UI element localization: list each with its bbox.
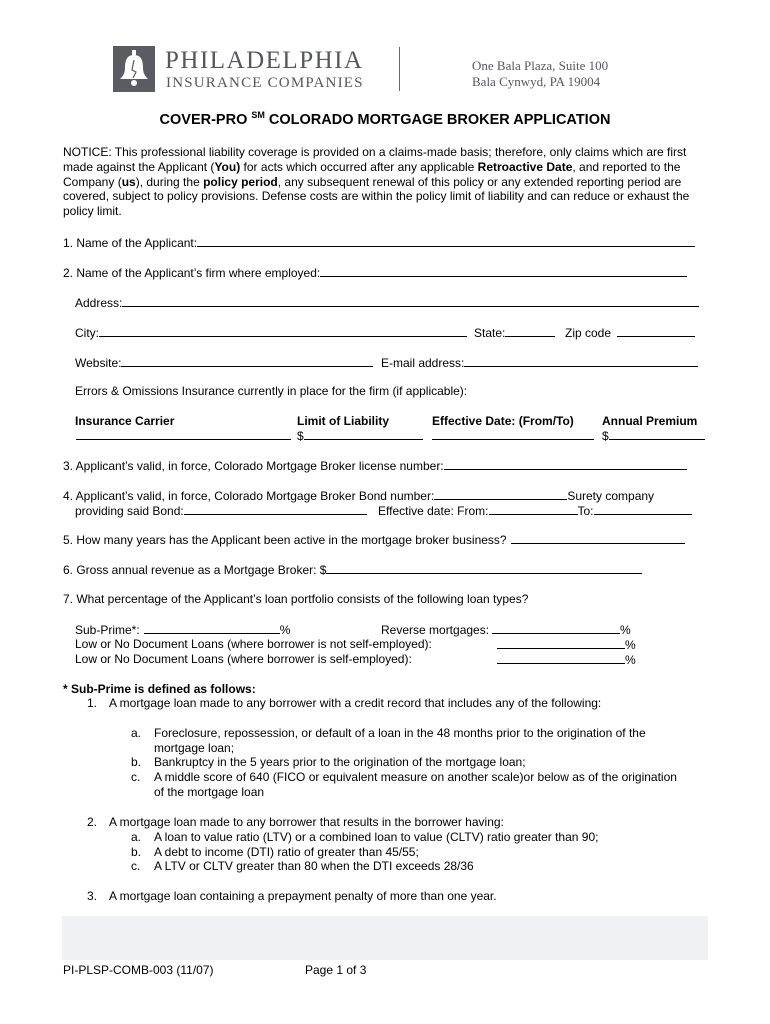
col-effective-date: Effective Date: (From/To) [432, 414, 574, 428]
reverse-label: Reverse mortgages: [381, 623, 490, 637]
def-2c-letter: c. [131, 859, 141, 873]
surety-company-field[interactable] [184, 503, 367, 515]
applicant-name-label: 1. Name of the Applicant: [63, 236, 198, 250]
def-3-number: 3. [87, 889, 98, 903]
lowdoc-not-self-field[interactable] [497, 637, 625, 649]
premium-input-wrap [602, 428, 705, 443]
firm-name-label: 2. Name of the Applicant’s firm where employed: [63, 266, 321, 280]
def-2-number: 2. [87, 815, 98, 829]
def-2-text: A mortgage loan made to any borrower that results in the borrower having: [109, 815, 504, 829]
state-label-wrap [474, 325, 555, 340]
def-1a-text-cont: mortgage loan; [154, 741, 235, 755]
def-1a-text: Foreclosure, repossession, or default of a loan in the 48 months prior to the origination of the [154, 726, 646, 740]
email-field[interactable] [464, 355, 698, 367]
reverse-pct-field[interactable] [492, 622, 620, 634]
subprime-pct: % [279, 623, 291, 637]
email-label-wrap [381, 355, 698, 370]
license-label: 3. Applicant’s valid, in force, Colorado Mortgage Broker license number: [63, 459, 444, 473]
header-divider [399, 47, 400, 91]
portfolio-question: 7. What percentage of the Applicant’s loan portfolio consists of the following loan types? [63, 592, 529, 606]
brand-name: PHILADELPHIA [165, 47, 364, 74]
carrier-input-wrap [76, 428, 291, 443]
def-2b-letter: b. [131, 845, 142, 859]
def-1-text: A mortgage loan made to any borrower with a credit record that includes any of the following: [109, 696, 602, 710]
limit-input-wrap [297, 428, 423, 443]
limit-field[interactable] [304, 428, 423, 440]
liberty-bell-icon [113, 46, 155, 92]
def-1c-text-cont: of the mortgage loan [154, 785, 265, 799]
address-line-2: Bala Cynwyd, PA 19004 [472, 74, 601, 89]
service-mark: SM [251, 110, 265, 120]
def-1b-text: Bankruptcy in the 5 years prior to the origination of the mortgage loan; [154, 755, 526, 769]
email-label: E-mail address: [381, 356, 465, 370]
bond-to-field[interactable] [594, 503, 692, 515]
premium-field[interactable] [609, 428, 705, 440]
address-line-1: One Bala Plaza, Suite 100 [472, 58, 609, 73]
state-label: State: [474, 326, 506, 340]
zip-field[interactable] [617, 325, 695, 337]
zip-label: Zip code [565, 326, 612, 340]
lowdoc-self-field[interactable] [497, 652, 625, 664]
form-code: PI-PLSP-COMB-003 (11/07) [63, 963, 214, 977]
page-title: COVER-PRO ℠ COLORADO MORTGAGE BROKER APPLICATION [159, 110, 611, 128]
limit-dollar: $ [297, 429, 304, 443]
def-1a-letter: a. [131, 726, 142, 740]
bond-from-field[interactable] [489, 503, 578, 515]
website-label-wrap [75, 355, 373, 370]
brand-subtitle: INSURANCE COMPANIES [166, 75, 364, 91]
footer-band [62, 916, 708, 960]
def-1c-letter: c. [131, 770, 141, 784]
bond-effective-row [378, 503, 692, 518]
def-2a-text: A loan to value ratio (LTV) or a combined loan to value (CLTV) ratio greater than 90; [154, 830, 599, 844]
subprime-pct-field[interactable] [144, 622, 280, 634]
address-row [75, 295, 699, 310]
surety-provider-label: providing said Bond: [75, 504, 184, 518]
lowdoc-self-input: % [497, 652, 636, 667]
surety-label: Surety company [567, 489, 655, 503]
carrier-field[interactable] [76, 428, 291, 440]
website-field[interactable] [121, 355, 373, 367]
firm-name-field[interactable] [320, 265, 687, 277]
def-2c-text: A LTV or CLTV greater than 80 when the DTI exceeds 28/36 [154, 859, 474, 873]
address-field[interactable] [122, 295, 699, 307]
zip-label-wrap [565, 325, 695, 340]
col-insurance-carrier: Insurance Carrier [75, 414, 175, 428]
subprime-label: Sub-Prime*: [75, 623, 140, 637]
city-label-wrap [75, 325, 467, 340]
bond-label: 4. Applicant’s valid, in force, Colorado Mortgage Broker Bond number: [63, 489, 435, 503]
bond-to-label: To: [577, 504, 594, 518]
def-2b-text: A debt to income (DTI) ratio of greater than 45/55; [154, 845, 419, 859]
def-3-text: A mortgage loan containing a prepayment penalty of more than one year. [109, 889, 497, 903]
col-limit-of-liability: Limit of Liability [297, 414, 389, 428]
revenue-row [63, 562, 642, 577]
license-number-field[interactable] [444, 458, 687, 470]
city-label: City: [75, 326, 99, 340]
revenue-field[interactable] [326, 562, 642, 574]
reverse-pct: % [620, 623, 631, 637]
def-2a-letter: a. [131, 830, 142, 844]
license-row [63, 458, 687, 473]
bond-row [63, 488, 654, 503]
years-active-field[interactable] [511, 532, 685, 544]
bond-number-field[interactable] [434, 488, 567, 500]
lowdoc-self-label: Low or No Document Loans (where borrower is self-employed): [75, 652, 412, 666]
revenue-label: 6. Gross annual revenue as a Mortgage Broker: $ [63, 563, 327, 577]
years-row [63, 532, 685, 547]
surety-row [75, 503, 367, 518]
subprime-definition-heading: * Sub-Prime is defined as follows: [63, 682, 256, 696]
years-label: 5. How many years has the Applicant been active in the mortgage broker business? [63, 533, 507, 547]
state-field[interactable] [505, 325, 555, 337]
def-1c-text: A middle score of 640 (FICO or equivalent measure on another scale)or below as of the origination [154, 770, 677, 784]
effective-input-wrap [432, 428, 594, 443]
lowdoc-not-self-input: % [497, 637, 636, 652]
notice-paragraph: NOTICE: This professional liability coverage is provided on a claims-made basis; therefore, only claims which are first made against the Applicant (You) for acts which occurred after any applicable Retroactive Date, and reported to the Company (us), during the policy period, any subsequent renewal of this policy or any extended reporting period are covered, subject to policy provisions. Defense costs are within the policy limit of liability and can reduce or exhaust the policy limit. [63, 145, 690, 219]
firm-name-row [63, 265, 687, 280]
reverse-row [381, 622, 631, 637]
bond-effective-label: Effective date: From: [378, 504, 489, 518]
applicant-name-row [63, 235, 695, 250]
page-number: Page 1 of 3 [305, 963, 367, 977]
def-1-number: 1. [87, 696, 98, 710]
premium-dollar: $ [602, 429, 609, 443]
effective-date-field[interactable] [432, 428, 594, 440]
website-label: Website: [75, 356, 122, 370]
city-field[interactable] [99, 325, 467, 337]
subprime-row [75, 622, 290, 637]
eo-intro: Errors & Omissions Insurance currently in place for the firm (if applicable): [75, 384, 468, 398]
address-label: Address: [75, 296, 123, 310]
def-1b-letter: b. [131, 755, 142, 769]
col-annual-premium: Annual Premium [602, 414, 698, 428]
logo [113, 46, 155, 92]
lowdoc-not-self-label: Low or No Document Loans (where borrower is not self-employed): [75, 637, 432, 651]
applicant-name-field[interactable] [197, 235, 695, 247]
